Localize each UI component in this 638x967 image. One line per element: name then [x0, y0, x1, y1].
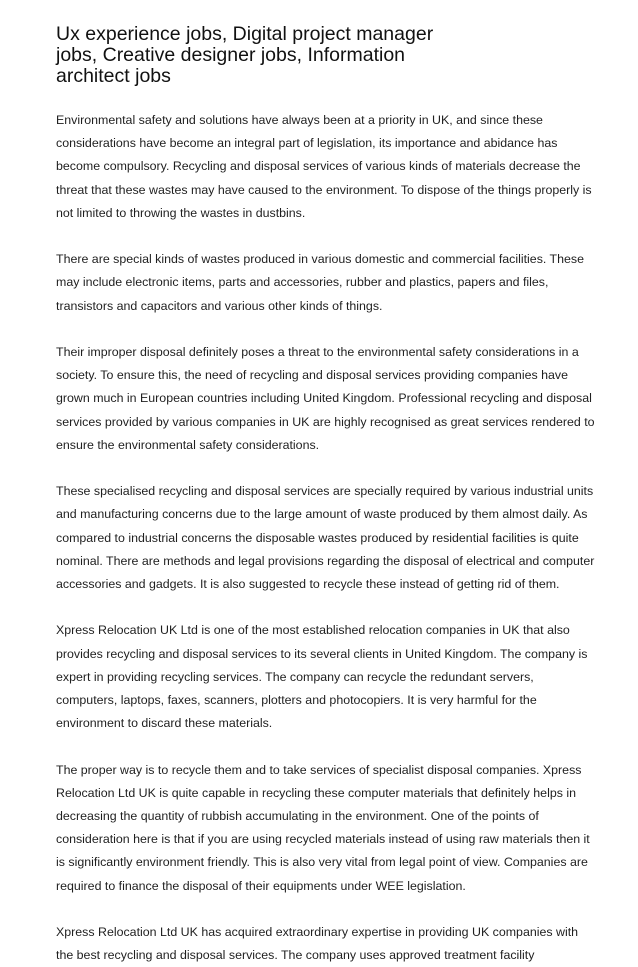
paragraph: Environmental safety and solutions have always been at a priority in UK, and since these considerations have become an integral part of legislation, its importance and abidance has become compulsory. Recycling and disposal services of various kinds of materials decrease the threat that these wastes may have caused to the environment. To dispose of the things properly is not limited to throwing the wastes in dustbins. [56, 113, 592, 220]
paragraph: Xpress Relocation Ltd UK has acquired extraordinary expertise in providing UK companies with the best recycling and disposal services. The company uses approved treatment facility [56, 925, 579, 963]
article-body [56, 109, 598, 967]
paragraph: There are special kinds of wastes produced in various domestic and commercial facilities. These may include electronic items, parts and accessories, rubber and plastics, papers and files, transistors and capacitors and various other kinds of things. [56, 252, 584, 313]
page-title: Ux experience jobs, Digital project manager jobs, Creative designer jobs, Information architect jobs [56, 23, 434, 87]
paragraph: Their improper disposal definitely poses a threat to the environmental safety considerations in a society. To ensure this, the need of recycling and disposal services providing companies have grown much in European countries including United Kingdom. Professional recycling and disposal services provided by various companies in UK are highly recognised as great services rendered to ensure the environmental safety considerations. [56, 345, 595, 452]
paragraph: Xpress Relocation UK Ltd is one of the most established relocation companies in UK that also provides recycling and disposal services to its several clients in United Kingdom. The company is expert in providing recycling services. The company can recycle the redundant servers, computers, laptops, faxes, scanners, plotters and photocopiers. It is very harmful for the environment to discard these materials. [56, 623, 588, 731]
paragraph: The proper way is to recycle them and to take services of specialist disposal companies. Xpress Relocation Ltd UK is quite capable in recycling these computer materials that definitely helps in decreasing the quantity of rubbish accumulating in the environment. One of the points of consideration here is that if you are using recycled materials instead of using raw materials then it is significantly environment friendly. This is also very vital from legal point of view. Companies are required to finance the disposal of their equipments under WEE legislation. [56, 762, 590, 893]
paragraph: These specialised recycling and disposal services are specially required by various industrial units and manufacturing concerns due to the large amount of waste produced by them almost daily. As compared to industrial concerns the disposable wastes produced by residential facilities is quite nominal. There are methods and legal provisions regarding the disposal of electrical and computer accessories and gadgets. It is also suggested to recycle these instead of getting rid of them. [56, 484, 595, 592]
